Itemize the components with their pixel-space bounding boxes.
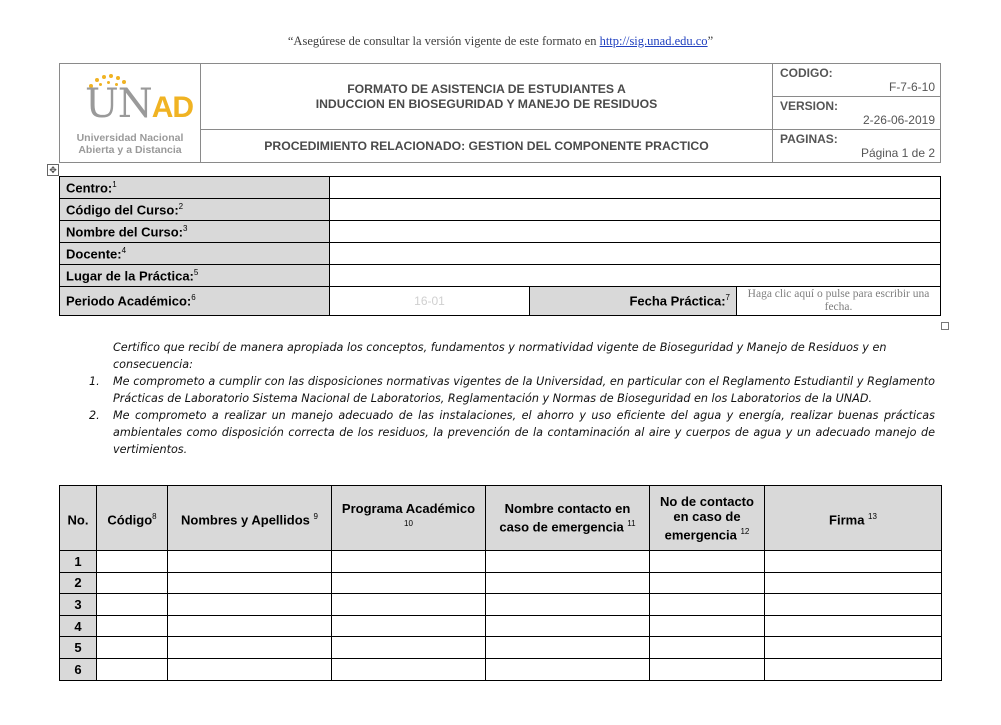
logo-wordmark: UNAD <box>85 81 194 127</box>
version-label: VERSION: <box>780 99 839 113</box>
row-number: 4 <box>60 615 97 637</box>
codigo-cell <box>773 64 941 97</box>
programa-cell[interactable] <box>332 658 486 680</box>
table-row <box>60 615 942 637</box>
firma-cell[interactable] <box>765 551 942 573</box>
row-number: 1 <box>60 551 97 573</box>
table-row <box>60 572 942 594</box>
contacto-nombre-cell[interactable] <box>486 551 650 573</box>
periodo-field[interactable]: 16-01 <box>330 287 530 316</box>
contacto-numero-cell[interactable] <box>650 594 765 616</box>
nombres-cell[interactable] <box>168 615 332 637</box>
sig-link[interactable]: http://sig.unad.edu.co <box>599 34 708 48</box>
codigo-cell[interactable] <box>97 572 168 594</box>
table-row <box>60 551 942 573</box>
version-value: 2-26-06-2019 <box>862 113 935 127</box>
header-firma: Firma $^{13}$ <box>765 486 942 551</box>
codigo-curso-field[interactable] <box>330 199 941 221</box>
lugar-field[interactable] <box>330 265 941 287</box>
header-contacto-nombre: Nombre contacto en caso de emergencia $^{11}$ <box>486 486 650 551</box>
version-cell <box>773 97 941 130</box>
codigo-label: CODIGO: <box>780 66 833 80</box>
firma-cell[interactable] <box>765 594 942 616</box>
commitment-item: 1. Me comprometo a cumplir con las disposiciones normativas vigentes de la Universidad, en particular con el Reglamento Estudiantil y Reglamento Prácticas de Laboratorio Sistema Nacional de Laboratorios, Reglamentación y Normas de Bioseguridad en los Laboratorios de la UNAD. <box>89 375 935 405</box>
firma-cell[interactable] <box>765 658 942 680</box>
codigo-cell[interactable] <box>97 658 168 680</box>
fecha-label: Fecha Práctica:$^7$ <box>530 287 737 316</box>
codigo-cell[interactable] <box>97 637 168 659</box>
table-resize-handle[interactable] <box>941 322 949 330</box>
row-number: 2 <box>60 572 97 594</box>
form-title: FORMATO DE ASISTENCIA DE ESTUDIANTES A INDUCCION EN BIOSEGURIDAD Y MANEJO DE RESIDUOS <box>201 64 773 130</box>
codigo-curso-label: Código del Curso:$^2$ <box>60 199 330 221</box>
codigo-cell[interactable] <box>97 551 168 573</box>
certification-text <box>89 339 935 458</box>
logo-cell <box>60 64 201 163</box>
programa-cell[interactable] <box>332 594 486 616</box>
header-nombres: Nombres y Apellidos $^9$ <box>168 486 332 551</box>
docente-field[interactable] <box>330 243 941 265</box>
centro-label: Centro:$^1$ <box>60 177 330 199</box>
row-number: 6 <box>60 658 97 680</box>
nombres-cell[interactable] <box>168 637 332 659</box>
table-row <box>60 658 942 680</box>
contacto-nombre-cell[interactable] <box>486 615 650 637</box>
nombre-curso-field[interactable] <box>330 221 941 243</box>
firma-cell[interactable] <box>765 615 942 637</box>
lugar-label: Lugar de la Práctica:$^5$ <box>60 265 330 287</box>
contacto-numero-cell[interactable] <box>650 572 765 594</box>
contacto-numero-cell[interactable] <box>650 551 765 573</box>
header-no: No. <box>60 486 97 551</box>
contacto-nombre-cell[interactable] <box>486 594 650 616</box>
nombres-cell[interactable] <box>168 594 332 616</box>
table-move-handle-icon[interactable]: ✥ <box>47 164 59 176</box>
header-codigo: Código$^8$ <box>97 486 168 551</box>
contacto-nombre-cell[interactable] <box>486 637 650 659</box>
commitment-item: 2. Me comprometo a realizar un manejo adecuado de las instalaciones, el ahorro y uso eficiente del agua y energía, realizar buenas prácticas ambientales como disposición correcta de los residuos, la prevención de la contaminación al aire y cuerpos de agua y un adecuado manejo de vertimientos. <box>89 409 935 456</box>
codigo-value: F-7-6-10 <box>888 80 935 94</box>
fecha-date-picker[interactable]: Haga clic aquí o pulse para escribir una fecha. <box>737 287 941 316</box>
certification-intro: Certifico que recibí de manera apropiada los conceptos, fundamentos y normatividad vigente de Bioseguridad y Manejo de Residuos y en consecuencia: <box>113 341 887 371</box>
contacto-nombre-cell[interactable] <box>486 572 650 594</box>
codigo-cell[interactable] <box>97 594 168 616</box>
programa-cell[interactable] <box>332 637 486 659</box>
programa-cell[interactable] <box>332 615 486 637</box>
contacto-nombre-cell[interactable] <box>486 658 650 680</box>
contacto-numero-cell[interactable] <box>650 637 765 659</box>
table-row <box>60 594 942 616</box>
docente-label: Docente:$^4$ <box>60 243 330 265</box>
table-row <box>60 637 942 659</box>
procedure-title: PROCEDIMIENTO RELACIONADO: GESTION DEL COMPONENTE PRACTICO <box>201 130 773 163</box>
version-notice-suffix: ” <box>707 34 714 48</box>
commitment-list <box>89 373 935 458</box>
document-header <box>59 63 941 163</box>
codigo-cell[interactable] <box>97 615 168 637</box>
row-number: 3 <box>60 594 97 616</box>
logo-subtitle: Universidad Nacional Abierta y a Distancia <box>76 132 184 156</box>
nombre-curso-label: Nombre del Curso:$^3$ <box>60 221 330 243</box>
nombres-cell[interactable] <box>168 658 332 680</box>
version-notice-text: “Asegúrese de consultar la versión vigente de este formato en <box>287 34 600 48</box>
nombres-cell[interactable] <box>168 551 332 573</box>
periodo-label: Periodo Académico:$^6$ <box>60 287 330 316</box>
header-programa: Programa Académico $^{10}$ <box>332 486 486 551</box>
version-notice <box>0 34 1001 49</box>
course-info-table <box>59 176 941 316</box>
firma-cell[interactable] <box>765 572 942 594</box>
programa-cell[interactable] <box>332 572 486 594</box>
attendance-table <box>59 485 942 681</box>
firma-cell[interactable] <box>765 637 942 659</box>
programa-cell[interactable] <box>332 551 486 573</box>
contacto-numero-cell[interactable] <box>650 615 765 637</box>
header-contacto-numero: No de contacto en caso de emergencia $^{12}$ <box>650 486 765 551</box>
contacto-numero-cell[interactable] <box>650 658 765 680</box>
paginas-cell <box>773 130 941 163</box>
row-number: 5 <box>60 637 97 659</box>
nombres-cell[interactable] <box>168 572 332 594</box>
paginas-label: PAGINAS: <box>780 132 838 146</box>
paginas-value: Página 1 de 2 <box>860 146 935 160</box>
centro-field[interactable] <box>330 177 941 199</box>
unad-logo <box>65 68 195 158</box>
attendance-header-row <box>60 486 942 551</box>
